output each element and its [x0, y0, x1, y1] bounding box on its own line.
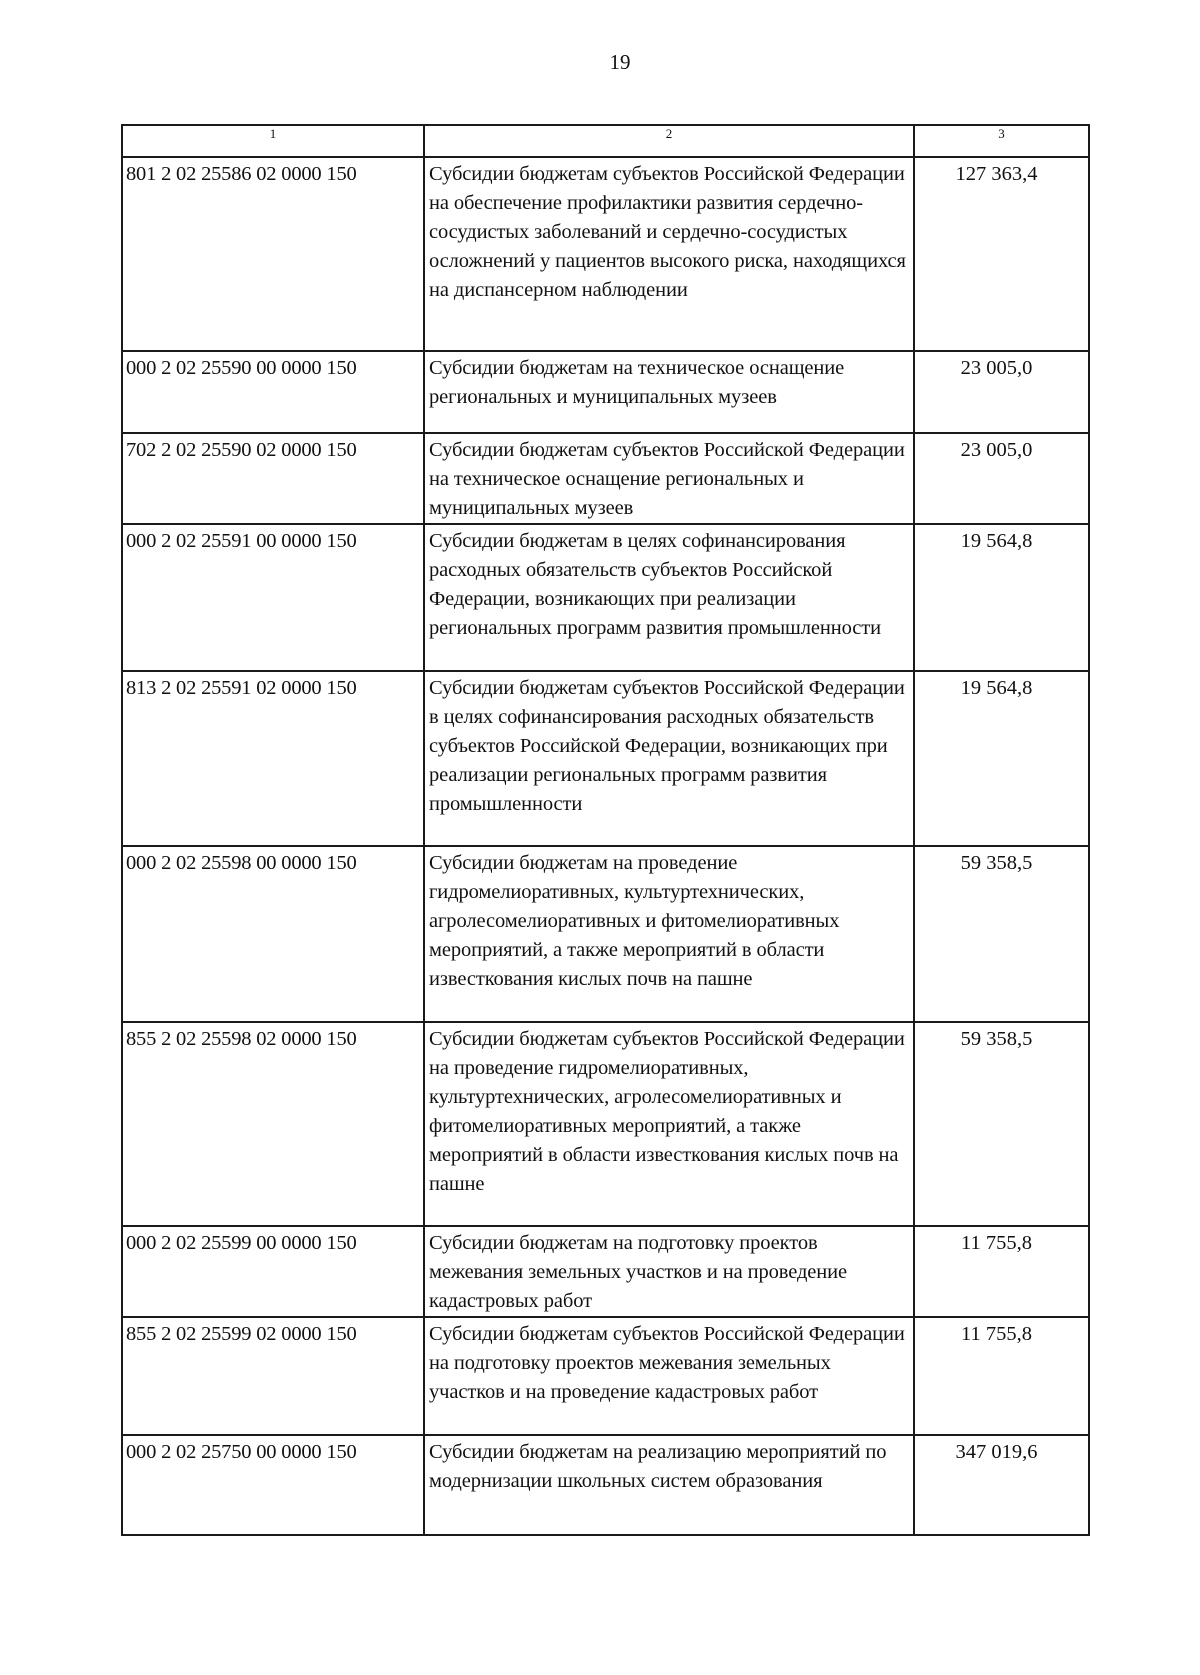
row-code: 000 2 02 25598 00 0000 150: [122, 846, 424, 1022]
row-description: Субсидии бюджетам на подготовку проектов межевания земельных участков и на проведение кадастровых работ: [424, 1226, 914, 1317]
row-amount: 347 019,6: [914, 1435, 1089, 1535]
row-amount: 59 358,5: [914, 1022, 1089, 1226]
row-code: 000 2 02 25750 00 0000 150: [122, 1435, 424, 1535]
row-description: Субсидии бюджетам на реализацию мероприятий по модернизации школьных систем образования: [424, 1435, 914, 1535]
row-description: Субсидии бюджетам субъектов Российской Федерации на техническое оснащение региональных и муниципальных музеев: [424, 433, 914, 524]
row-amount: 19 564,8: [914, 524, 1089, 671]
row-code: 813 2 02 25591 02 0000 150: [122, 671, 424, 846]
row-amount: 23 005,0: [914, 351, 1089, 433]
table-row: [122, 1022, 1089, 1226]
page-number: 19: [609, 50, 631, 74]
column-header-description: 2: [424, 125, 914, 157]
row-code: 702 2 02 25590 02 0000 150: [122, 433, 424, 524]
row-code: 855 2 02 25599 02 0000 150: [122, 1317, 424, 1435]
row-code: 000 2 02 25591 00 0000 150: [122, 524, 424, 671]
column-header-code: 1: [122, 125, 424, 157]
row-description: Субсидии бюджетам на техническое оснащение региональных и муниципальных музеев: [424, 351, 914, 433]
table-header-row: [122, 125, 1089, 157]
table-row: [122, 157, 1089, 351]
row-description: Субсидии бюджетам субъектов Российской Федерации на подготовку проектов межевания земельных участков и на проведение кадастровых работ: [424, 1317, 914, 1435]
row-amount: 11 755,8: [914, 1317, 1089, 1435]
row-code: 000 2 02 25599 00 0000 150: [122, 1226, 424, 1317]
row-code: 801 2 02 25586 02 0000 150: [122, 157, 424, 351]
row-code: 000 2 02 25590 00 0000 150: [122, 351, 424, 433]
table-row: [122, 351, 1089, 433]
table-row: [122, 433, 1089, 524]
table-row: [122, 524, 1089, 671]
row-amount: 19 564,8: [914, 671, 1089, 846]
row-amount: 59 358,5: [914, 846, 1089, 1022]
table-row: [122, 1226, 1089, 1317]
row-description: Субсидии бюджетам субъектов Российской Федерации на обеспечение профилактики развития сердечно-сосудистых заболеваний и сердечно-сосудистых осложнений у пациентов высокого риска, находящихся на диспансерном наблюдении: [424, 157, 914, 351]
row-code: 855 2 02 25598 02 0000 150: [122, 1022, 424, 1226]
table-row: [122, 1435, 1089, 1535]
table-row: [122, 671, 1089, 846]
row-amount: 23 005,0: [914, 433, 1089, 524]
budget-table: [121, 124, 1090, 1536]
row-amount: 11 755,8: [914, 1226, 1089, 1317]
table-row: [122, 846, 1089, 1022]
row-amount: 127 363,4: [914, 157, 1089, 351]
column-header-amount: 3: [914, 125, 1089, 157]
row-description: Субсидии бюджетам на проведение гидромелиоративных, культуртехнических, агролесомелиоративных и фитомелиоративных мероприятий, а также мероприятий в области известкования кислых почв на пашне: [424, 846, 914, 1022]
row-description: Субсидии бюджетам в целях софинансирования расходных обязательств субъектов Российской Федерации, возникающих при реализации региональных программ развития промышленности: [424, 524, 914, 671]
row-description: Субсидии бюджетам субъектов Российской Федерации на проведение гидромелиоративных, культуртехнических, агролесомелиоративных и фитомелиоративных мероприятий, а также мероприятий в области известкования кислых почв на пашне: [424, 1022, 914, 1226]
row-description: Субсидии бюджетам субъектов Российской Федерации в целях софинансирования расходных обязательств субъектов Российской Федерации, возникающих при реализации региональных программ развития промышленности: [424, 671, 914, 846]
table-row: [122, 1317, 1089, 1435]
